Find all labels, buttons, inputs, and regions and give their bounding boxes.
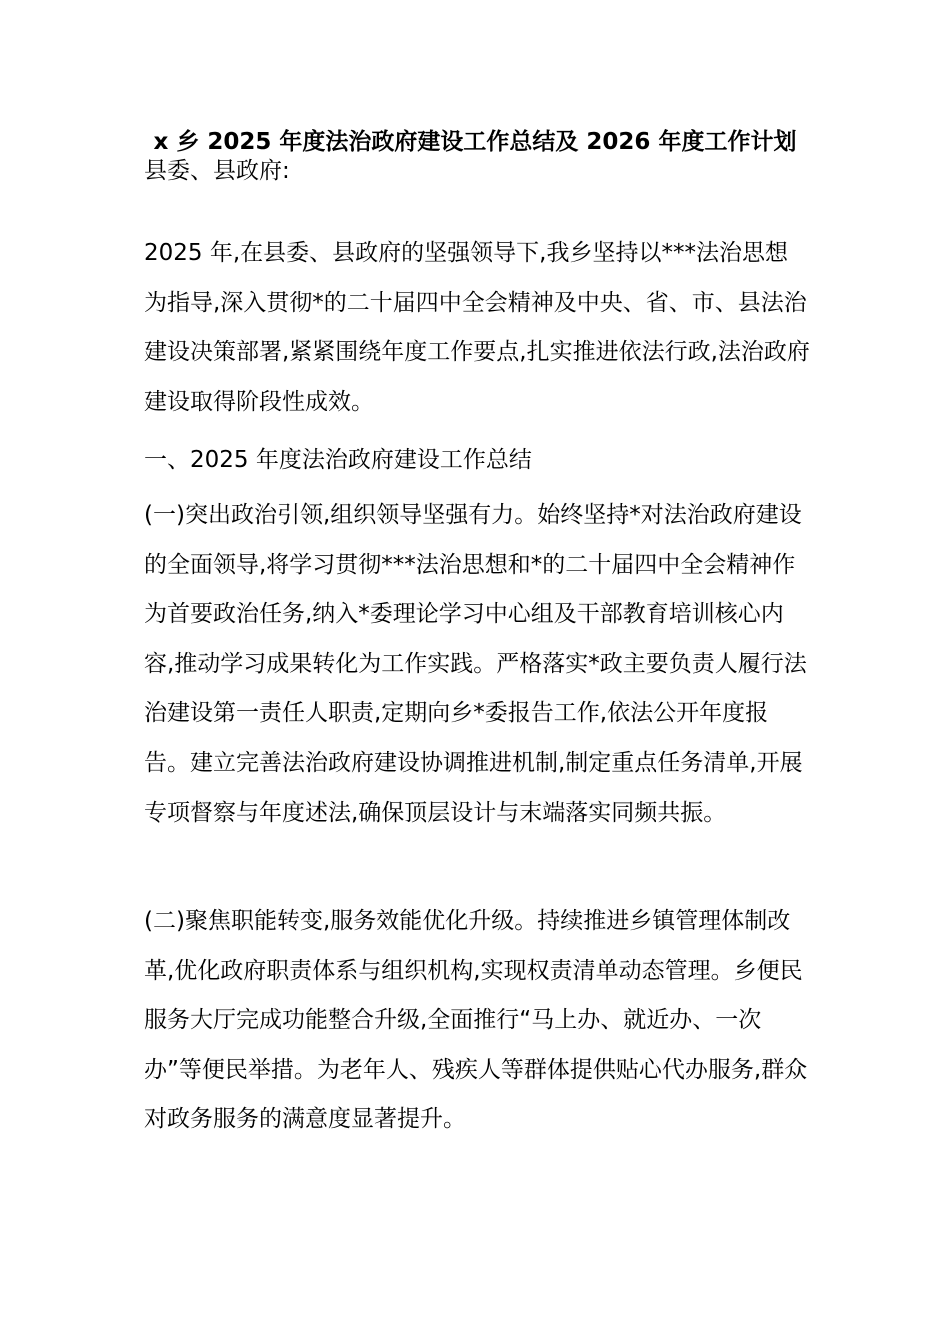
intro-paragraph: 2025 年,在县委、县政府的坚强领导下,我乡坚持以***法治思想为指导,深入贯彻*的二十届四中全会精神及中央、省、市、县法治建设决策部署,紧紧围绕年度工作要点,扎实推进依法行政,法治政府建设取得阶段性成效。 — [144, 240, 810, 415]
document-title: x 乡 2025 年度法治政府建设工作总结及 2026 年度工作计划 — [153, 129, 797, 155]
paragraph-service-efficiency: (二)聚焦职能转变,服务效能优化升级。持续推进乡镇管理体制改革,优化政府职责体系与组织机构,实现权责清单动态管理。乡便民服务大厅完成功能整合升级,全面推行“马上办、就近办、一次办”等便民举措。为老年人、残疾人等群体提供贴心代办服务,群众对政务服务的满意度显著提升。 — [144, 908, 808, 1133]
section-heading: 一、2025 年度法治政府建设工作总结 — [144, 447, 532, 473]
paragraph-political-leadership: (一)突出政治引领,组织领导坚强有力。始终坚持*对法治政府建设的全面领导,将学习贯彻***法治思想和*的二十届四中全会精神作为首要政治任务,纳入*委理论学习中心组及干部教育培训核心内容,推动学习成果转化为工作实践。严格落实*政主要负责人履行法治建设第一责任人职责,定期向乡*委报告工作,依法公开年度报告。建立完善法治政府建设协调推进机制,制定重点任务清单,开展专项督察与年度述法,确保顶层设计与末端落实同频共振。 — [144, 502, 807, 826]
salutation: 县委、县政府: — [144, 158, 290, 184]
